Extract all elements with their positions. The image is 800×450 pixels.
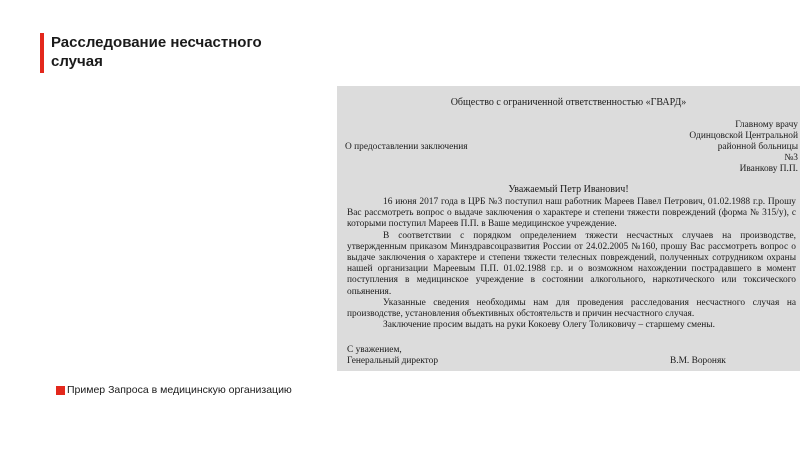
letter-paragraph: 16 июня 2017 года в ЦРБ №3 поступил наш работник Мареев Павел Петрович, 01.02.1988 г.р. Прошу Вас рассмотреть вопрос о выдаче заключения о характере и степени тяжести повреждений (форма № 315/у), с которыми поступил Мареев П.П. в Ваше медицинское учреждение. [347, 197, 796, 230]
image-caption: Пример Запроса в медицинскую организацию [67, 384, 292, 396]
letter-subject: О предоставлении заключения [345, 142, 468, 152]
slide-title: Расследование несчастного случая [51, 34, 262, 70]
addressee-line: районной больницы [717, 142, 798, 152]
letter-closing: С уважением, [347, 345, 402, 355]
letter-paragraph: Заключение просим выдать на руки Кокоеву Олегу Толиковичу – старшему смены. [383, 320, 715, 331]
letter-body [347, 197, 796, 331]
letter-paragraph: Указанные сведения необходимы нам для проведения расследования несчастного случая на производстве, установления объективных обстоятельств и причин несчастного случая. [347, 297, 796, 320]
letter-greeting: Уважаемый Петр Иванович! [508, 184, 629, 195]
signer-name: В.М. Вороняк [670, 356, 726, 366]
caption-bullet-icon [56, 386, 65, 395]
letter-paragraph: В соответствии с порядком определением тяжести несчастных случаев на производстве, утвержденным приказом Минздравсоцразвития России от 24.02.2005 №160, прошу Вас рассмотреть вопрос о выдаче заключения о характере и степени тяжести телесных повреждений, полученных сотрудником охраны нашей организации Мареевым П.П. 01.02.1988 г.р. и о возможном нахождении пострадавшего в момент поступления в медицинское учреждение в состоянии алкогольного, наркотического или токсического опьянения. [347, 230, 796, 297]
addressee-line: Иванкову П.П. [739, 164, 798, 174]
signer-title: Генеральный директор [347, 356, 439, 366]
letter-organization: Общество с ограниченной ответственностью «ГВАРД» [450, 97, 687, 108]
title-accent-bar [40, 33, 44, 73]
addressee-line: №3 [784, 153, 798, 163]
letter-image [337, 86, 800, 371]
addressee-line: Главному врачу [735, 120, 798, 130]
addressee-line: Одинцовской Центральной [689, 131, 798, 141]
